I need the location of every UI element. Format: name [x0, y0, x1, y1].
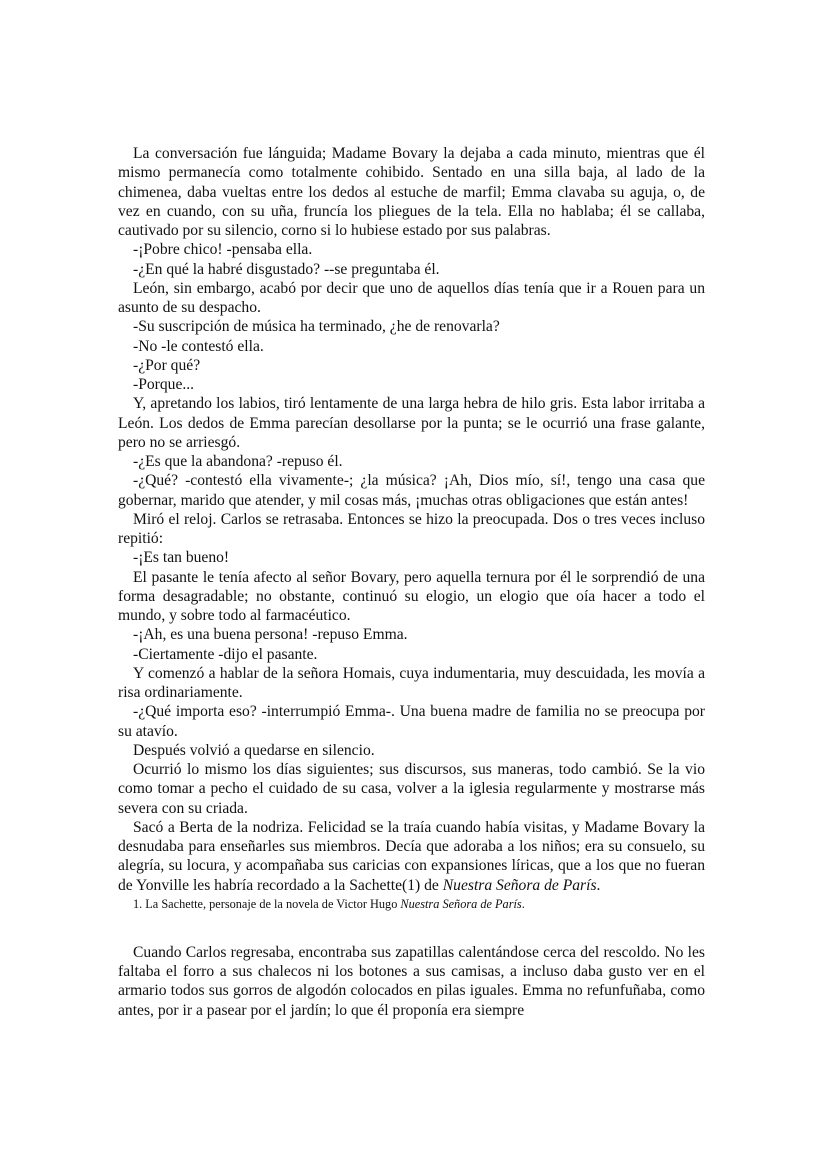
paragraph: Ocurrió lo mismo los días siguientes; sus discursos, sus maneras, todo cambió. Se la vio como tomar a pecho el cuidado de su casa, volver a la iglesia regularmente y mostrarse más severa con su criada.	[118, 761, 705, 817]
paragraph: Y comenzó a hablar de la señora Homais, cuya indumentaria, muy descuidada, les movía a risa ordinariamente.	[118, 664, 705, 701]
paragraph: Y, apretando los labios, tiró lentamente de una larga hebra de hilo gris. Esta labor irritaba a León. Los dedos de Emma parecían desollarse por la punta; se le ocurrió una frase galante, pero no se arriesgó.	[118, 395, 705, 451]
paragraph: Cuando Carlos regresaba, encontraba sus zapatillas calentándose cerca del rescoldo. No les faltaba el forro a sus chalecos ni los botones a sus camisas, a incluso daba gusto ver en el armario todos sus gorros de algodón colocados en pilas iguales. Emma no refunfuñaba, como antes, por ir a pasear por el jardín; lo que él proponía era siempre	[118, 943, 705, 1019]
dialogue-line: -¡Es tan bueno!	[133, 549, 230, 567]
section-gap	[118, 913, 705, 943]
paragraph: -¿Qué? -contestó ella vivamente-; ¿la música? ¡Ah, Dios mío, sí!, tengo una casa que gobernar, marido que atender, y mil cosas más, ¡muchas otras obligaciones que están antes!	[118, 472, 705, 509]
dialogue-line: -Su suscripción de música ha terminado, ¿he de renovarla?	[133, 318, 500, 336]
document-page	[118, 144, 705, 1020]
dialogue-line: -¡Pobre chico! -pensaba ella.	[133, 241, 313, 259]
dialogue-line: -¿Por qué?	[133, 356, 201, 374]
paragraph: Miró el reloj. Carlos se retrasaba. Entonces se hizo la preocupada. Dos o tres veces incluso repitió:	[118, 510, 705, 547]
paragraph-with-footnote-ref	[118, 818, 705, 895]
paragraph: Después volvió a quedarse en silencio.	[133, 741, 375, 759]
footnote-book-title: Nuestra Señora de París	[400, 896, 522, 911]
footnote-end: .	[521, 896, 525, 911]
dialogue-line: -¿Es que la abandona? -repuso él.	[133, 453, 343, 470]
dialogue-line: -¡Ah, es una buena persona! -repuso Emma.	[133, 626, 408, 644]
paragraph: La conversación fue lánguida; Madame Bovary la dejaba a cada minuto, mientras que él mismo permanecía como totalmente cohibido. Sentado en una silla baja, al lado de la chimenea, daba vueltas entre los dedos al estuche de marfil; Emma clavaba su aguja, o, de vez en cuando, con su uña, fruncía los pliegues de la tela. Ella no hablaba; él se callaba, cautivado por su silencio, corno si lo hubiese estado por sus palabras.	[118, 145, 705, 239]
dialogue-line: -¿En qué la habré disgustado? --se preguntaba él.	[133, 260, 440, 278]
footnote-text: 1. La Sachette, personaje de la novela de Victor Hugo	[133, 896, 401, 911]
paragraph-text: Sacó a Berta de la nodriza. Felicidad se la traía cuando había visitas, y Madame Bovary la desnudaba para enseñarles sus miembros. Decía que adoraba a los niños; era su consuelo, su alegría, su locura, y acompañaba sus caricias con expansiones líricas, que a los que no fueran de Yonville les habría recordado a la Sachette(1) de	[118, 818, 705, 894]
dialogue-line: -Ciertamente -dijo el pasante.	[133, 645, 318, 663]
paragraph: León, sin embargo, acabó por decir que uno de aquellos días tenía que ir a Rouen para un asunto de su despacho.	[118, 279, 705, 316]
dialogue-line: -Porque...	[133, 376, 195, 393]
book-title: Nuestra Señora de París	[442, 876, 597, 894]
paragraph: -¿Qué importa eso? -interrumpió Emma-. Una buena madre de familia no se preocupa por su atavío.	[118, 703, 705, 740]
dialogue-line: -No -le contestó ella.	[133, 337, 264, 355]
paragraph-end: .	[596, 876, 601, 894]
footnote	[118, 895, 705, 913]
paragraph: El pasante le tenía afecto al señor Bovary, pero aquella ternura por él le sorprendió de una forma desagradable; no obstante, continuó su elogio, un elogio que oía hacer a todo el mundo, y sobre todo al farmacéutico.	[118, 568, 705, 624]
